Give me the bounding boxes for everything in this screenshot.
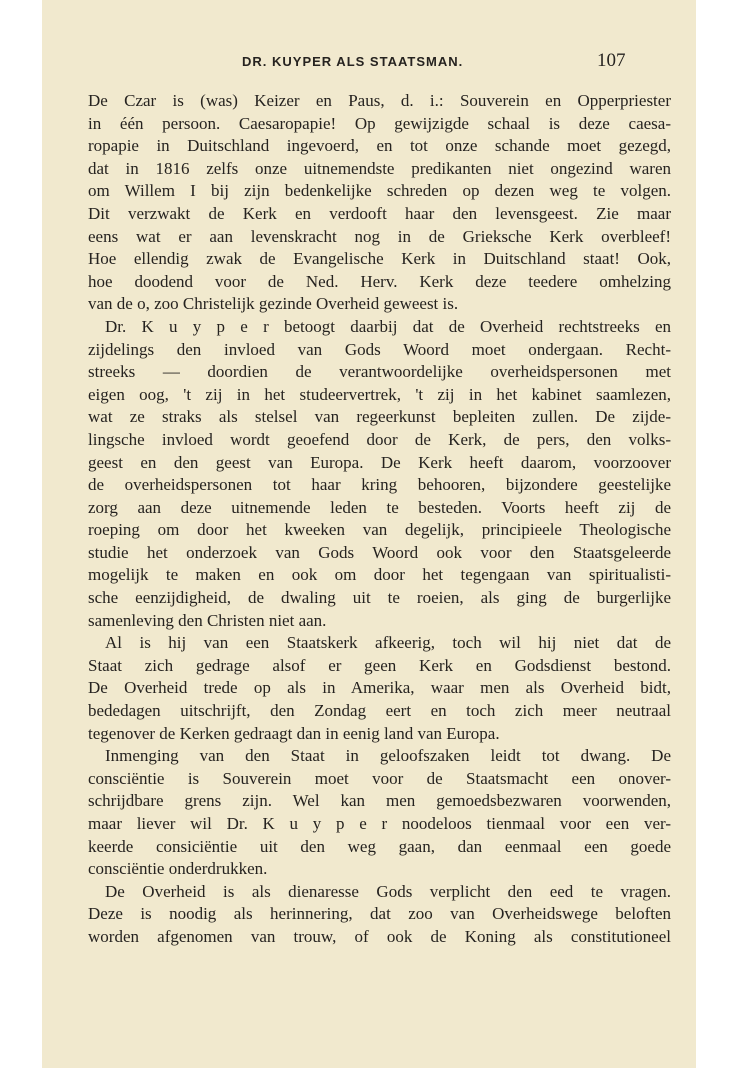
text-line: de overheidspersonen tot haar kring behooren, bijzondere geestelijke [88,475,671,495]
text-line: keerde consiciëntie uit den weg gaan, dan eenmaal een goede [88,836,671,856]
text-line: wat ze straks als stelsel van regeerkunst bepleiten zullen. De zijde- [88,407,671,427]
text-line: De Czar is (was) Keizer en Paus, d. i.: Souverein en Opperpriester [88,91,671,110]
text-line: Staat zich gedrage alsof er geen Kerk en Godsdienst bestond. [88,655,671,675]
text-line: streeks — doordien de verantwoordelijke overheidspersonen met [88,362,671,382]
text-line: geest en den geest van Europa. De Kerk heeft daarom, voorzoover [88,452,671,472]
text-line: eigen oog, 't zij in het studeervertrek, 't zij in het kabinet saamlezen, [88,384,671,404]
text-line: Dr. K u y p e r betoogt daarbij dat de Overheid rechtstreeks en [105,316,671,336]
text-line: lingsche invloed wordt geoefend door de Kerk, de pers, den volks- [88,429,671,449]
book-page [42,0,696,1068]
text-line: eens wat er aan levenskracht nog in de Grieksche Kerk overbleef! [88,226,671,246]
text-line: Al is hij van een Staatskerk afkeerig, toch wil hij niet dat de [105,633,671,653]
text-line: studie het onderzoek van Gods Woord ook voor den Staatsgeleerde [88,542,671,562]
text-line: dat in 1816 zelfs onze uitnemendste predikanten niet ongezind waren [88,158,671,178]
text-line: bededagen uitschrijft, den Zondag eert en toch zich meer neutraal [88,701,671,721]
running-head [42,52,696,72]
text-line: De Overheid trede op als in Amerika, waar men als Overheid bidt, [88,678,671,698]
text-line: Hoe ellendig zwak de Evangelische Kerk in Duitschland staat! Ook, [88,249,671,269]
text-line: zijdelings den invloed van Gods Woord moet ondergaan. Recht- [88,339,671,359]
text-line: van de o, zoo Christelijk gezinde Overheid geweest is. [88,294,459,314]
text-line: sche eenzijdigheid, de dwaling uit te roeien, als ging de burgerlijke [88,588,671,608]
text-line: consciëntie is Souverein moet voor de Staatsmacht een onover- [88,768,671,788]
text-line: consciëntie onderdrukken. [88,859,268,879]
text-line: Inmenging van den Staat in geloofszaken leidt tot dwang. De [105,746,671,766]
text-line: schrijdbare grens zijn. Wel kan men gemoedsbezwaren voorwenden, [88,791,671,811]
text-line: mogelijk te maken en ook om door het tegengaan van spiritualisti- [88,565,671,585]
text-line: De Overheid is als dienaresse Gods verplicht den eed te vragen. [105,881,671,901]
running-title: DR. KUYPER ALS STAATSMAN. [242,54,464,69]
text-line: tegenover de Kerken gedraagt dan in eenig land van Europa. [88,723,500,743]
text-line: in één persoon. Caesaropapie! Op gewijzigde schaal is deze caesa- [88,113,671,133]
text-line: Dit verzwakt de Kerk en verdooft haar den levensgeest. Zie maar [88,203,671,223]
text-line: Deze is noodig als herinnering, dat zoo van Overheidswege beloften [88,904,671,924]
text-line: roeping om door het kweeken van degelijk, principieele Theologische [88,520,671,540]
text-line: om Willem I bij zijn bedenkelijke schreden op dezen weg te volgen. [88,181,671,201]
text-line: samenleving den Christen niet aan. [88,610,327,630]
text-line: maar liever wil Dr. K u y p e r noodeloos tienmaal voor een ver- [88,814,671,833]
body-text [88,90,671,949]
text-line: hoe doodend voor de Ned. Herv. Kerk deze teedere omhelzing [88,271,671,291]
page-number: 107 [597,50,626,71]
text-line: zorg aan deze uitnemende leden te besteden. Voorts heeft zij de [88,497,671,517]
text-line: ropapie in Duitschland ingevoerd, en tot onze schande moet gezegd, [88,136,671,156]
text-line: worden afgenomen van trouw, of ook de Koning als constitutioneel [88,926,671,946]
